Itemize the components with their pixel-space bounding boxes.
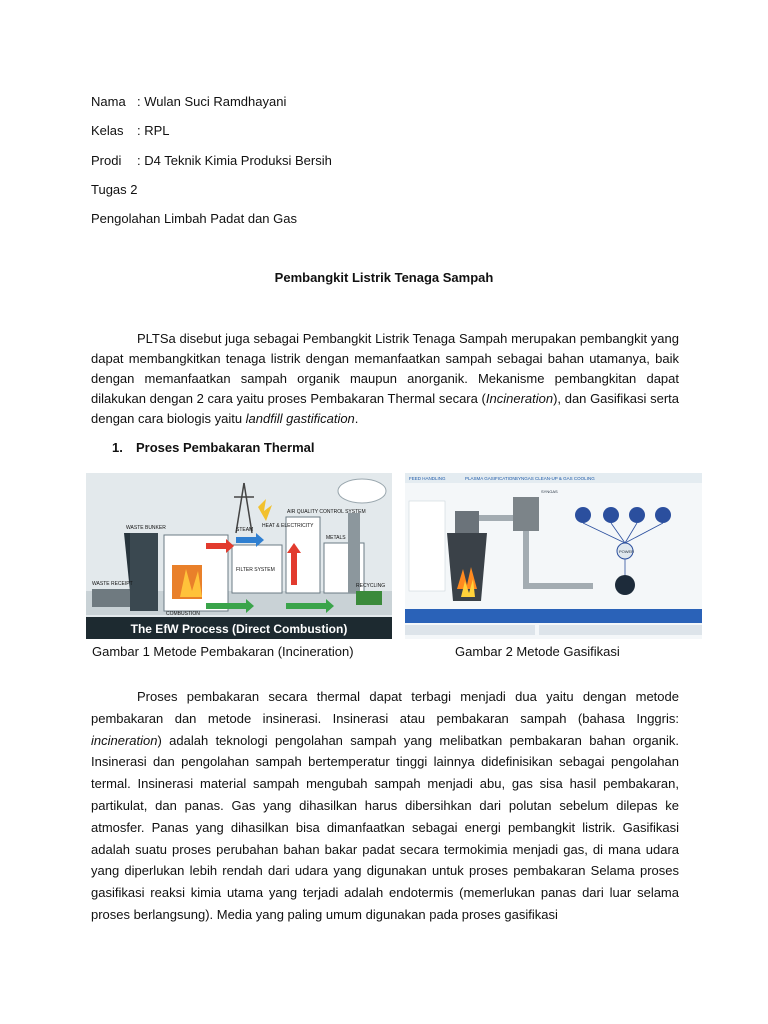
program-value: : D4 Teknik Kimia Produksi Bersih <box>137 153 332 168</box>
name-label: Nama <box>91 94 126 109</box>
efw-label-heat-electricity: HEAT & ELECTRICITY <box>262 523 314 529</box>
section-title: Proses Pembakaran Thermal <box>136 440 315 455</box>
efw-label-combustion: COMBUSTION <box>166 611 200 617</box>
efw-label-metals: METALS <box>326 535 346 541</box>
section-number: 1. <box>112 440 123 455</box>
efw-label-waste-receipt: WASTE RECEIPT <box>92 581 133 587</box>
gas-label-feed-handling: FEED HANDLING <box>409 476 446 481</box>
efw-process-diagram <box>86 473 392 639</box>
gasification-figure <box>405 473 702 639</box>
program-label: Prodi <box>91 153 122 168</box>
subject-label: Pengolahan Limbah Padat dan Gas <box>91 211 297 226</box>
gas-label-cleanup: SYNGAS CLEAN-UP & GAS COOLING <box>515 476 595 481</box>
name-value: : Wulan Suci Ramdhayani <box>137 94 287 109</box>
section-heading <box>112 440 314 455</box>
figure2-caption: Gambar 2 Metode Gasifikasi <box>455 644 620 659</box>
class-value: : RPL <box>137 123 170 138</box>
gas-label-power: POWER <box>619 549 635 554</box>
efw-banner: The EfW Process (Direct Combustion) <box>130 622 348 636</box>
body-paragraph: Proses pembakaran secara thermal dapat terbagi menjadi dua yaitu dengan metode pembakaran dan metode insinerasi. Insinerasi atau pembakaran sampah (bahasa Inggris: incineration) adalah teknologi pengolahan sampah yang melibatkan pembakaran bahan organik. Insinerasi dan pengolahan sampah bertemperatur tinggi lainnya didefinisikan sebagai pengolahan termal. Insinerasi material sampah mengubah sampah menjadi abu, gas sisa hasil pembakaran, partikulat, dan panas. Gas yang dihasilkan harus dibersihkan dari polutan sebelum dilepas ke atmosfer. Panas yang dihasilkan bisa dimanfaatkan sebagai energi pembangkit listrik. Gasifikasi adalah suatu proses perubahan bahan bakar padat secara termokimia menjadi gas, di mana udara yang diperlukan lebih rendah dari udara yang digunakan untuk proses pembakaran Selama proses gasifikasi reaksi kimia utama yang terjadi adalah endotermis (memerlukan panas dari luar selama proses berlangsung). Media yang paling umum digunakan pada proses gasifikasi <box>91 689 679 922</box>
document-title: Pembangkit Listrik Tenaga Sampah <box>274 270 494 285</box>
figure1-caption: Gambar 1 Metode Pembakaran (Incineration) <box>92 644 354 659</box>
gasification-diagram <box>405 473 702 639</box>
gas-label-syngas: SYNGAS <box>541 489 558 494</box>
gas-label-plasma: PLASMA GASIFICATION <box>465 476 516 481</box>
efw-label-recycling: RECYCLING <box>356 583 386 589</box>
class-label: Kelas <box>91 123 124 138</box>
assignment-label: Tugas 2 <box>91 182 138 197</box>
efw-label-aqc: AIR QUALITY CONTROL SYSTEM <box>287 509 366 515</box>
program-row <box>91 153 332 169</box>
efw-label-waste-bunker: WASTE BUNKER <box>126 525 166 531</box>
intro-paragraph: PLTSa disebut juga sebagai Pembangkit Listrik Tenaga Sampah merupakan pembangkit yang dapat membangkitkan tenaga listrik dengan memanfaatkan sampah sebagai bahan utamanya, baik dengan memanfaatkan sampah organik maupun anorganik. Mekanisme pembangkitan dapat dilakukan dengan 2 cara yaitu proses Pembakaran Thermal secara (Incineration), dan Gasifikasi serta dengan cara biologis yaitu landfill gastification. <box>91 331 679 426</box>
efw-label-filter: FILTER SYSTEM <box>236 567 275 573</box>
efw-label-steam: STEAM <box>236 527 254 533</box>
efw-process-figure <box>86 473 392 639</box>
class-row <box>91 123 170 139</box>
name-row <box>91 94 286 110</box>
